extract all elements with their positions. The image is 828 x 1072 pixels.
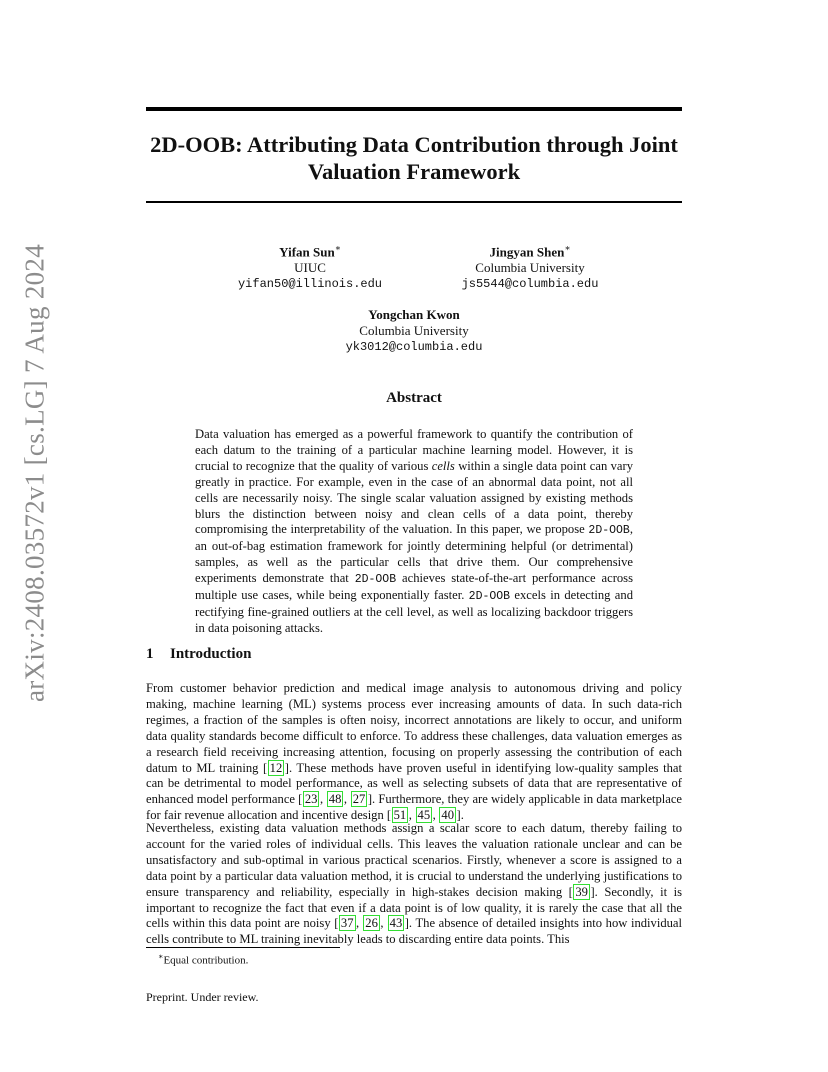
citation-link[interactable]: 48 [328,792,342,807]
footnote-mark: ∗ [158,952,164,961]
citation-link[interactable]: 40 [441,808,454,823]
arxiv-identifier-stamp: arXiv:2408.03572v1 [cs.LG] 7 Aug 2024 [19,243,50,703]
author-block [430,240,630,292]
author-email[interactable]: yk3012@columbia.edu [345,340,483,354]
abstract-text: Data valuation has emerged as a powerful framework to quantify the contribution of each datum to the training of a particular machine learning model. However, it is crucial to recognize that the quality of various cells within a single data point can vary greatly in practice. For example, even in the case of an abnormal data point, not all cells are necessarily noisy. The single scalar valuation assigned by existing methods blurs the distinction between noisy and clean cells of a data point, thereby compromising the interpretability of the valuation. In this paper, we propose 2D-OOB, an out-of-bag estimation framework for jointly determining helpful (or detrimental) samples, as well as the particular cells that drive them. Our comprehensive experiments demonstrate that 2D-OOB achieves state-of-the-art performance across multiple use cases, while being exponentially faster. 2D-OOB excels in detecting and rectifying fine-grained outliers at the cell level, as well as localizing backdoor triggers in data poisoning attacks. [195,427,633,635]
citation-link[interactable]: 37 [340,916,354,931]
author-email[interactable]: yifan50@illinois.edu [237,277,383,292]
citation-link[interactable]: 23 [304,792,318,807]
paper-title: 2D-OOB: Attributing Data Contribution through Joint Valuation Framework [150,132,678,184]
abstract-heading: Abstract [386,390,442,406]
citation-link[interactable]: 39 [575,884,588,899]
equal-contribution-mark: ∗ [564,243,571,253]
section-number: 1 [146,646,154,662]
author-email[interactable]: js5544@columbia.edu [461,277,599,292]
author-name: Yongchan Kwon [368,307,460,322]
citation-link[interactable]: 12 [269,760,283,775]
section-heading-introduction [146,646,682,663]
footnote [158,950,248,968]
emphasis: cells [431,458,455,473]
citation-link[interactable]: 45 [417,808,431,823]
equal-contribution-mark: ∗ [334,243,341,253]
author-affiliation: Columbia University [475,260,585,276]
method-name: 2D-OOB [354,573,397,587]
footnote-rule [146,947,340,948]
preprint-note: Preprint. Under review. [146,990,259,1004]
method-name: 2D-OOB [468,590,511,604]
method-name: 2D-OOB [588,524,630,538]
author-name: Yifan Sun∗ [279,243,341,260]
author-affiliation: Columbia University [359,323,469,338]
footnote-text: Equal contribution. [163,954,249,967]
intro-paragraph: Nevertheless, existing data valuation methods assign a scalar score to each datum, thereby failing to account for the varied roles of individual cells. This leaves the valuation rationale unclear and can be unsatisfactory and sub-optimal in various practical scenarios. Firstly, whenever a score is assigned to a data point by a particular data valuation method, it is crucial to understand the underlying justifications to ensure transparency and reliability, especially in high-stakes decision making [ 39 ]. Secondly, it is important to recognize the fact that even if a data point is of low quality, it is rarely the case that all the cells within this data point are noisy [ 37 , 26 , 43 ]. The absence of detailed insights into how individual cells contribute to ML training inevitably leads to discarding entire data points. This [146,821,683,947]
title-bottom-rule [146,201,682,203]
citation-link[interactable]: 27 [352,792,366,807]
citation-link[interactable]: 26 [365,916,378,931]
citation-link[interactable]: 51 [393,808,407,823]
author-block [210,240,410,292]
author-affiliation: UIUC [294,260,326,276]
citation-link[interactable]: 43 [389,916,403,931]
title-top-rule [146,107,682,111]
author-name: Jingyan Shen∗ [489,243,571,260]
section-title: Introduction [170,646,252,662]
author-block [314,307,514,355]
intro-paragraph: From customer behavior prediction and medical image analysis to autonomous driving and policy making, machine learning (ML) systems process ever increasing amounts of data. In such data-rich regimes, a fraction of the samples is often noisy, incorrect annotations are likely to occur, and uniform data quality standards become difficult to enforce. To address these challenges, data valuation emerges as a research field receiving increasing attention, focusing on properly assessing the contribution of each datum to ML training [ 12 ]. These methods have proven useful in identifying low-quality samples that can be detrimental to model performance, as well as selecting subsets of data that are representative of enhanced model performance [ 23 , 48 , 27 ]. Furthermore, they are widely applicable in data marketplace for fair revenue allocation and incentive design [ 51 , 45 , 40 ]. [146,681,683,823]
